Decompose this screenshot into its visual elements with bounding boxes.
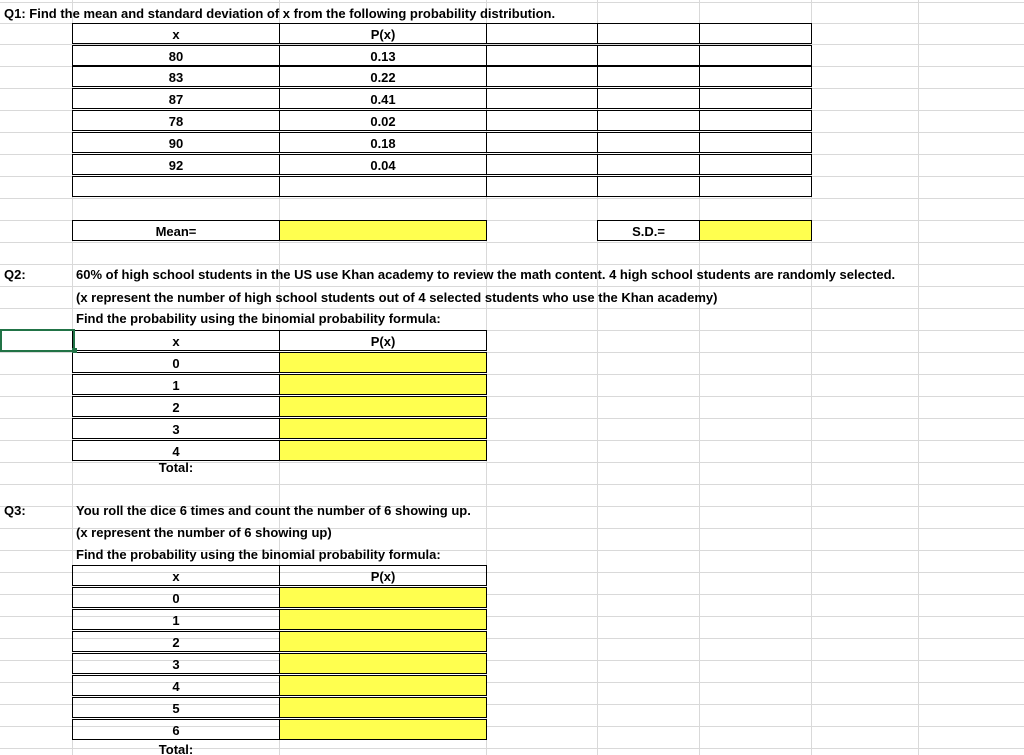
sd-label: S.D.= bbox=[597, 220, 700, 241]
q1-cell-empty[interactable] bbox=[486, 88, 598, 109]
q3-cell-x[interactable]: 5 bbox=[72, 697, 280, 718]
q3-label: Q3: bbox=[4, 503, 26, 518]
q3-answer-cell[interactable] bbox=[279, 609, 487, 630]
q2-answer-cell[interactable] bbox=[279, 352, 487, 373]
q1-heading: Q1: Find the mean and standard deviation of x from the following probability distribution. bbox=[4, 6, 556, 21]
q1-cell-empty[interactable] bbox=[486, 154, 598, 175]
q1-cell-px[interactable]: 0.02 bbox=[279, 110, 487, 131]
q1-cell-empty[interactable] bbox=[597, 88, 700, 109]
q3-line2: (x represent the number of 6 showing up) bbox=[76, 525, 332, 540]
q1-cell-px[interactable]: 0.18 bbox=[279, 132, 487, 153]
q2-cell-x[interactable]: 0 bbox=[72, 352, 280, 373]
q1-cell-empty[interactable] bbox=[597, 154, 700, 175]
q2-answer-cell[interactable] bbox=[279, 374, 487, 395]
q3-cell-x[interactable]: 2 bbox=[72, 631, 280, 652]
q1-cell-px[interactable]: 0.04 bbox=[279, 154, 487, 175]
mean-label: Mean= bbox=[72, 220, 280, 241]
q1-cell-empty[interactable] bbox=[597, 132, 700, 153]
sd-answer-cell[interactable] bbox=[699, 220, 812, 241]
q1-cell-empty[interactable] bbox=[699, 154, 812, 175]
q3-answer-cell[interactable] bbox=[279, 675, 487, 696]
q3-cell-x[interactable]: 0 bbox=[72, 587, 280, 608]
q1-empty-col4[interactable] bbox=[597, 23, 700, 44]
q1-cell-x[interactable]: 87 bbox=[72, 88, 280, 109]
q1-header-x[interactable]: x bbox=[72, 23, 280, 44]
q1-cell-empty[interactable] bbox=[597, 45, 700, 66]
q1-cell-px[interactable] bbox=[279, 176, 487, 197]
gridline-horizontal bbox=[0, 484, 1024, 485]
q2-line2: (x represent the number of high school students out of 4 selected students who use the Khan academy) bbox=[76, 290, 718, 305]
q1-cell-empty[interactable] bbox=[597, 66, 700, 87]
q1-cell-x[interactable] bbox=[72, 176, 280, 197]
gridline-horizontal bbox=[0, 198, 1024, 199]
q1-cell-empty[interactable] bbox=[699, 110, 812, 131]
q2-cell-x[interactable]: 2 bbox=[72, 396, 280, 417]
q3-line1: You roll the dice 6 times and count the number of 6 showing up. bbox=[76, 503, 471, 518]
q1-cell-empty[interactable] bbox=[699, 66, 812, 87]
q2-cell-x[interactable]: 1 bbox=[72, 374, 280, 395]
q1-cell-x[interactable]: 78 bbox=[72, 110, 280, 131]
mean-answer-cell[interactable] bbox=[279, 220, 487, 241]
q3-answer-cell[interactable] bbox=[279, 587, 487, 608]
gridline-horizontal bbox=[0, 242, 1024, 243]
q1-cell-empty[interactable] bbox=[699, 88, 812, 109]
q1-cell-empty[interactable] bbox=[486, 66, 598, 87]
q2-total-label: Total: bbox=[158, 460, 194, 475]
q3-header-px[interactable]: P(x) bbox=[279, 565, 487, 586]
q3-cell-x[interactable]: 4 bbox=[72, 675, 280, 696]
q1-cell-px[interactable]: 0.41 bbox=[279, 88, 487, 109]
active-cell-selection[interactable] bbox=[0, 329, 75, 352]
q2-label: Q2: bbox=[4, 267, 26, 282]
gridline-vertical bbox=[918, 0, 919, 755]
q2-header-x[interactable]: x bbox=[72, 330, 280, 351]
q2-answer-cell[interactable] bbox=[279, 440, 487, 461]
q1-cell-px[interactable]: 0.22 bbox=[279, 66, 487, 87]
q1-cell-empty[interactable] bbox=[699, 176, 812, 197]
q2-answer-cell[interactable] bbox=[279, 418, 487, 439]
q3-answer-cell[interactable] bbox=[279, 631, 487, 652]
fill-handle[interactable] bbox=[72, 348, 77, 353]
q2-cell-x[interactable]: 4 bbox=[72, 440, 280, 461]
q1-cell-x[interactable]: 92 bbox=[72, 154, 280, 175]
q2-line3: Find the probability using the binomial probability formula: bbox=[76, 311, 441, 326]
q1-empty-col3[interactable] bbox=[486, 23, 598, 44]
q1-empty-col5[interactable] bbox=[699, 23, 812, 44]
q1-cell-empty[interactable] bbox=[486, 110, 598, 131]
q1-cell-x[interactable]: 83 bbox=[72, 66, 280, 87]
q1-cell-empty[interactable] bbox=[486, 176, 598, 197]
q2-line1: 60% of high school students in the US use Khan academy to review the math content. 4 high school students are randomly selected. bbox=[76, 267, 896, 282]
q2-header-px[interactable]: P(x) bbox=[279, 330, 487, 351]
q1-cell-empty[interactable] bbox=[597, 110, 700, 131]
q3-answer-cell[interactable] bbox=[279, 719, 487, 740]
q2-cell-x[interactable]: 3 bbox=[72, 418, 280, 439]
q3-cell-x[interactable]: 3 bbox=[72, 653, 280, 674]
q2-answer-cell[interactable] bbox=[279, 396, 487, 417]
q3-total-label: Total: bbox=[158, 742, 194, 755]
q1-cell-empty[interactable] bbox=[597, 176, 700, 197]
q3-header-x[interactable]: x bbox=[72, 565, 280, 586]
q1-cell-empty[interactable] bbox=[486, 132, 598, 153]
q1-cell-empty[interactable] bbox=[699, 132, 812, 153]
q1-cell-empty[interactable] bbox=[486, 45, 598, 66]
q1-cell-empty[interactable] bbox=[699, 45, 812, 66]
q3-line3: Find the probability using the binomial probability formula: bbox=[76, 547, 441, 562]
q1-header-px[interactable]: P(x) bbox=[279, 23, 487, 44]
q3-cell-x[interactable]: 6 bbox=[72, 719, 280, 740]
q1-cell-x[interactable]: 90 bbox=[72, 132, 280, 153]
q1-cell-x[interactable]: 80 bbox=[72, 45, 280, 66]
q1-cell-px[interactable]: 0.13 bbox=[279, 45, 487, 66]
q3-cell-x[interactable]: 1 bbox=[72, 609, 280, 630]
q3-answer-cell[interactable] bbox=[279, 653, 487, 674]
q3-answer-cell[interactable] bbox=[279, 697, 487, 718]
